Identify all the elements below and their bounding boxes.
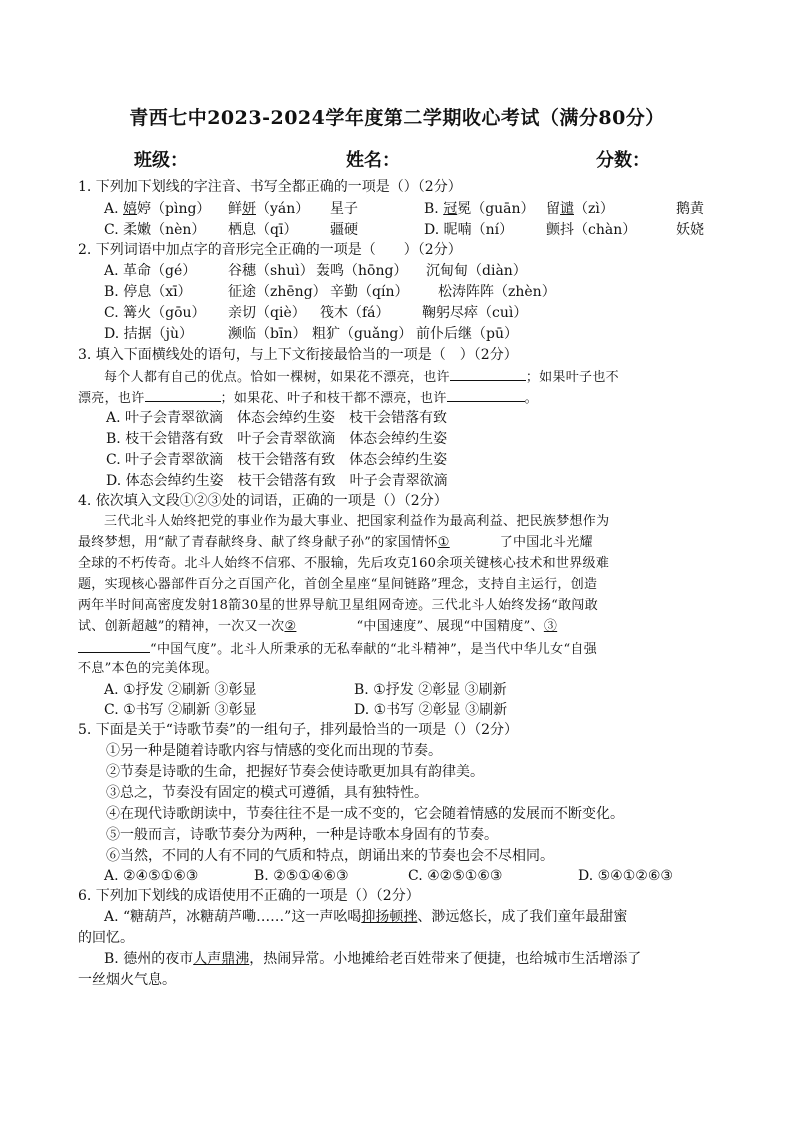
q5-option-a: A. ②④⑤①⑥③ [104, 868, 199, 884]
q6-underlined-idiom: 抑扬顿挫 [361, 909, 418, 925]
q4-option-d: D. ①书写 ②彰显 ③刷新 [354, 702, 508, 718]
q1-underlined-word: 冠 [443, 201, 458, 217]
q1-underlined-word: 妍 [242, 201, 256, 217]
q2-word: D. 拮据（jù） [104, 326, 193, 342]
q6-option-a-line1 [104, 907, 734, 927]
q6-option-a-line2: 的回忆。 [78, 930, 134, 946]
q1-underlined-word: 谴 [560, 201, 574, 217]
q1-option-b-label: B. [424, 201, 444, 217]
q4-passage-line7 [78, 638, 718, 660]
q3-stem: 3. 填入下面横线处的语句，与上下文衔接最恰当的一项是（ ）（2分） [78, 347, 518, 363]
q1-text: 冕（guān） [457, 201, 535, 217]
q2-word: B. 停息（xī） [104, 284, 192, 300]
q4-passage-text: 试、创新超越”的精神，一次又一次 [78, 619, 285, 634]
q3-option-c: C. 叶子会青翠欲滴 枝干会错落有致 体态会绰约生姿 [106, 452, 448, 468]
q6-text: B. 德州的夜市 [104, 951, 194, 967]
q6-text: 、渺远悠长，成了我们童年最甜蜜 [417, 909, 628, 925]
q1-option-b [424, 199, 535, 219]
q5-item: ①另一种是随着诗歌内容与情感的变化而出现的节奏。 [106, 743, 442, 759]
q3-passage-text: 。 [524, 391, 538, 406]
q2-word: C. 篝火（gōu） [104, 305, 206, 321]
q1-option-c: C. 柔嫩（nèn） [104, 222, 206, 238]
q2-option-d [104, 324, 734, 344]
q1-b-word3: 鹅黄 [676, 201, 704, 217]
q4-passage-line5: 两年半时间高密度发射18箭30星的世界导航卫星组网奇迹。三代北斗人始终发扬“敢闯敢 [78, 598, 599, 613]
q2-word: 辛勤（qín） [330, 284, 409, 300]
q3-passage-line1 [104, 366, 718, 388]
q2-stem: 2. 下列词语中加点字的音形完全正确的一项是（ ）（2分） [78, 242, 462, 258]
q1-text: （zì） [574, 201, 614, 217]
q4-option-c: C. ①书写 ②刷新 ③彰显 [104, 702, 257, 718]
q4-passage-line4: 题，实现核心器部件百分之百国产化，首创全星座“星间链路”理念，支持自主运行，创造 [78, 577, 598, 592]
q1-text: 留 [546, 201, 560, 217]
q1-text: （yán） [256, 201, 310, 217]
q3-option-b: B. 枝干会错落有致 叶子会青翠欲滴 体态会绰约生姿 [106, 431, 448, 447]
q5-option-d: D. ⑤④①②⑥③ [578, 868, 673, 884]
q5-option-c: C. ④②⑤①⑥③ [408, 868, 503, 884]
q5-options [104, 866, 734, 886]
q4-blank-3-marker: ③ [543, 619, 558, 634]
q4-blank-3[interactable] [78, 638, 150, 653]
q4-option-b: B. ①抒发 ②彰显 ③刷新 [354, 682, 507, 698]
q3-option-d: D. 体态会绰约生姿 枝干会错落有致 叶子会青翠欲滴 [106, 473, 448, 489]
q4-option-a: A. ①抒发 ②刷新 ③彰显 [104, 682, 257, 698]
q4-stem: 4. 依次填入文段①②③处的词语，正确的一项是（）（2分） [78, 493, 448, 509]
q3-passage-text: 每个人都有自己的优点。恰如一棵树，如果花不漂亮，也许 [104, 370, 450, 385]
q1-text: 鲜 [228, 201, 242, 217]
q1-row-a [104, 199, 734, 219]
q2-word: 松涛阵阵（zhèn） [438, 284, 556, 300]
q2-word: 谷穗（shuì） [228, 263, 314, 279]
q3-blank-2[interactable] [145, 387, 221, 402]
q6-option-b-line2: 一丝烟火气息。 [78, 972, 176, 988]
q5-item: ③总之，节奏没有固定的模式可遵循，具有独特性。 [106, 785, 428, 801]
q5-option-b: B. ②⑤①④⑥③ [254, 868, 349, 884]
q4-passage-text: 了中国北斗光耀 [499, 535, 593, 550]
q3-passage-line2 [78, 387, 718, 409]
q2-word: 征途（zhēng） [228, 284, 327, 300]
q4-passage-line1: 三代北斗人始终把党的事业作为最大事业、把国家利益作为最高利益、把民族梦想作为 [104, 514, 610, 529]
name-label: 姓名： [346, 150, 400, 171]
q6-stem: 6. 下列加下划线的成语使用不正确的一项是（）（2分） [78, 888, 420, 904]
q4-options-row1 [104, 680, 734, 700]
q1-c-word2: 栖息（qī） [228, 222, 298, 238]
q1-a-word2 [228, 199, 309, 219]
q6-text: A. “糖葫芦，冰糖葫芦嘞……”这一声吆喝 [104, 909, 362, 925]
q2-word: A. 革命（gé） [104, 263, 197, 279]
q2-word: 前仆后继（pū） [416, 326, 518, 342]
page-title: 青西七中2023-2024学年度第二学期收心考试（满分80分） [129, 107, 665, 129]
q2-word: 筏木（fá） [320, 305, 390, 321]
q5-item: ⑤一般而言，诗歌节奏分为两种，一种是诗歌本身固有的节奏。 [106, 827, 498, 843]
q1-d-word2: 颤抖（chàn） [546, 222, 637, 238]
q6-underlined-idiom: 人声鼎沸 [193, 951, 250, 967]
q1-b-word2 [546, 199, 614, 219]
q1-d-word3: 妖娆 [676, 222, 704, 238]
q4-passage-line2 [78, 533, 718, 553]
q4-passage-line8: 不息”本色的完美体现。 [78, 661, 218, 676]
q1-stem: 1. 下列加下划线的字注音、书写全都正确的一项是（）（2分） [78, 179, 462, 195]
q6-option-b-line1 [104, 949, 734, 969]
q2-word: 粗犷（guǎng） [312, 326, 413, 342]
q3-option-a: A. 叶子会青翠欲滴 体态会绰约生姿 枝干会错落有致 [106, 410, 448, 426]
q2-option-a [104, 261, 734, 281]
q3-passage-text: ；如果花、叶子和枝干都不漂亮，也许 [220, 391, 447, 406]
score-label: 分数： [596, 150, 650, 171]
q2-option-c [104, 303, 734, 323]
q5-item: ⑥当然，不同的人有不同的气质和特点，朗诵出来的节奏也会不尽相同。 [106, 848, 554, 864]
q2-word: 轰鸣（hōng） [316, 263, 408, 279]
q1-c-word3: 疆硬 [330, 222, 358, 238]
q2-option-b [104, 282, 734, 302]
q5-item: ④在现代诗歌朗读中，节奏往往不是一成不变的，它会随着情感的发展而不断变化。 [106, 806, 624, 822]
q1-a-word3: 星子 [330, 201, 358, 217]
q4-blank-2[interactable]: ② [284, 619, 297, 634]
q1-option-a-label: A. [104, 201, 124, 217]
q3-blank-3[interactable] [447, 387, 525, 402]
q6-text: ，热闹异常。小地摊给老百姓带来了便捷，也给城市生活增添了 [249, 951, 642, 967]
q5-stem: 5. 下面是关于“诗歌节奏”的一组句子，排列最恰当的一项是（）（2分） [78, 722, 519, 738]
q1-row-b [104, 220, 734, 240]
q3-blank-1[interactable] [450, 366, 526, 381]
q1-option-d: D. 昵喃（ní） [424, 222, 514, 238]
q5-item: ②节奏是诗歌的生命，把握好节奏会使诗歌更加具有韵律美。 [106, 764, 484, 780]
q4-blank-1[interactable]: ① [437, 535, 450, 550]
q2-word: 沉甸甸（diàn） [426, 263, 527, 279]
q2-word: 濒临（bīn） [228, 326, 307, 342]
q3-passage-text: ；如果叶子也不 [525, 370, 619, 385]
q1-underlined-word: 嬉 [123, 201, 138, 217]
q1-text: 婷（pìng） [137, 201, 211, 217]
q4-passage-text: 最终梦想，用“献了青春献终身、献了终身献子孙”的家国情怀 [78, 535, 438, 550]
q4-passage-line6 [78, 617, 718, 637]
q4-options-row2 [104, 700, 734, 720]
q4-passage-text: “中国速度”、展现“中国精度”、 [356, 619, 544, 634]
q4-passage-text: “中国气度”。北斗人所秉承的无私奉献的“北斗精神”，是当代中华儿女“自强 [150, 642, 598, 657]
class-label: 班级： [134, 150, 188, 171]
q4-passage-line3: 全球的不朽传奇。北斗人始终不信邪、不服输，先后攻克160余项关键核心技术和世界级难 [78, 556, 610, 571]
q2-word: 亲切（qiè） [228, 305, 306, 321]
q3-passage-text: 漂亮，也许 [78, 391, 145, 406]
q2-word: 鞠躬尽瘁（cuì） [422, 305, 528, 321]
